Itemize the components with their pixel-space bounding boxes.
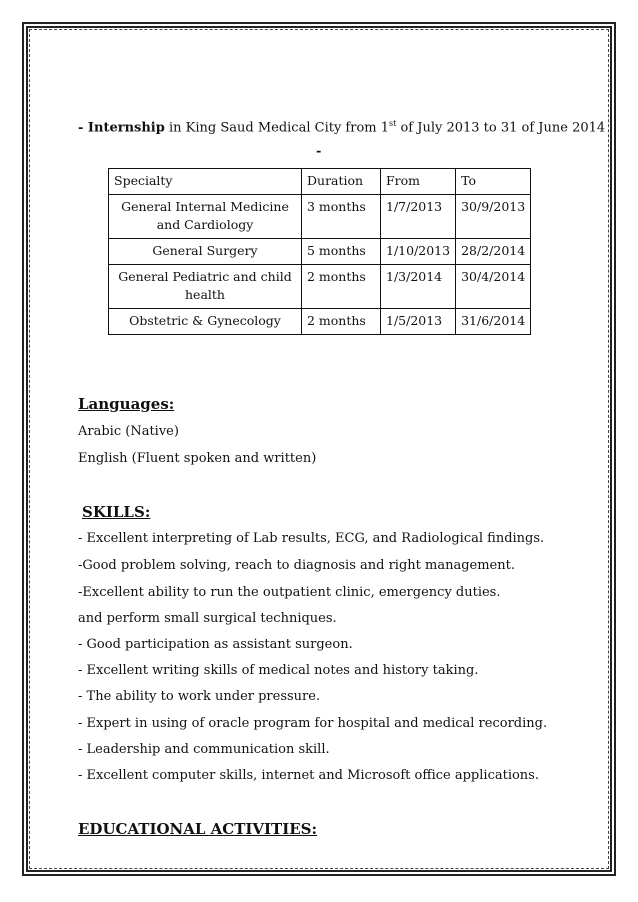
header-duration: Duration: [302, 169, 381, 195]
languages-heading: Languages:: [78, 395, 175, 413]
table-row: [109, 195, 531, 239]
skill-item: - The ability to work under pressure.: [78, 689, 321, 704]
skill-item: -Excellent ability to run the outpatient clinic, emergency duties.: [78, 585, 501, 600]
table-cell: 30/9/2013: [456, 195, 531, 239]
table-cell: General Internal Medicine and Cardiology: [109, 195, 302, 239]
internship-text-2: of July 2013 to 31 of June 2014: [396, 120, 606, 136]
table-cell: 2 months: [302, 265, 381, 309]
skill-item: - Expert in using of oracle program for hospital and medical recording.: [78, 716, 548, 731]
skill-item: - Good participation as assistant surgeon.: [78, 637, 353, 652]
internship-dash: -: [316, 144, 322, 159]
table-cell: 28/2/2014: [456, 239, 531, 265]
skill-item: - Excellent writing skills of medical notes and history taking.: [78, 663, 479, 678]
table-row: [109, 265, 531, 309]
table-cell: General Pediatric and child health: [109, 265, 302, 309]
table-cell: 30/4/2014: [456, 265, 531, 309]
table-row: [109, 239, 531, 265]
skill-item: - Excellent interpreting of Lab results, ECG, and Radiological findings.: [78, 531, 545, 546]
internship-text-1: in King Saud Medical City from 1: [164, 120, 390, 136]
skill-item: -Good problem solving, reach to diagnosis and right management.: [78, 558, 515, 573]
table-row: [109, 309, 531, 335]
header-to: To: [456, 169, 531, 195]
table-cell: 1/10/2013: [381, 239, 456, 265]
table-header-row: [109, 169, 531, 195]
rotation-table: [108, 168, 531, 335]
table-cell: 1/5/2013: [381, 309, 456, 335]
language-item: Arabic (Native): [78, 424, 179, 439]
skill-item: - Leadership and communication skill.: [78, 742, 330, 757]
internship-line: [78, 119, 605, 135]
header-from: From: [381, 169, 456, 195]
language-item: English (Fluent spoken and written): [78, 451, 317, 466]
table-cell: 1/3/2014: [381, 265, 456, 309]
table-cell: 3 months: [302, 195, 381, 239]
educational-heading: EDUCATIONAL ACTIVITIES:: [78, 820, 318, 838]
table-cell: 1/7/2013: [381, 195, 456, 239]
table-cell: 5 months: [302, 239, 381, 265]
table-cell: 2 months: [302, 309, 381, 335]
skills-heading: SKILLS:: [82, 503, 151, 521]
skill-item: and perform small surgical techniques.: [78, 611, 337, 626]
internship-sup: st: [389, 119, 397, 128]
header-specialty: Specialty: [109, 169, 302, 195]
table-cell: 31/6/2014: [456, 309, 531, 335]
skill-item: - Excellent computer skills, internet and Microsoft office applications.: [78, 768, 539, 783]
table-cell: Obstetric & Gynecology: [109, 309, 302, 335]
internship-label: - Internship: [78, 120, 165, 136]
table-cell: General Surgery: [109, 239, 302, 265]
